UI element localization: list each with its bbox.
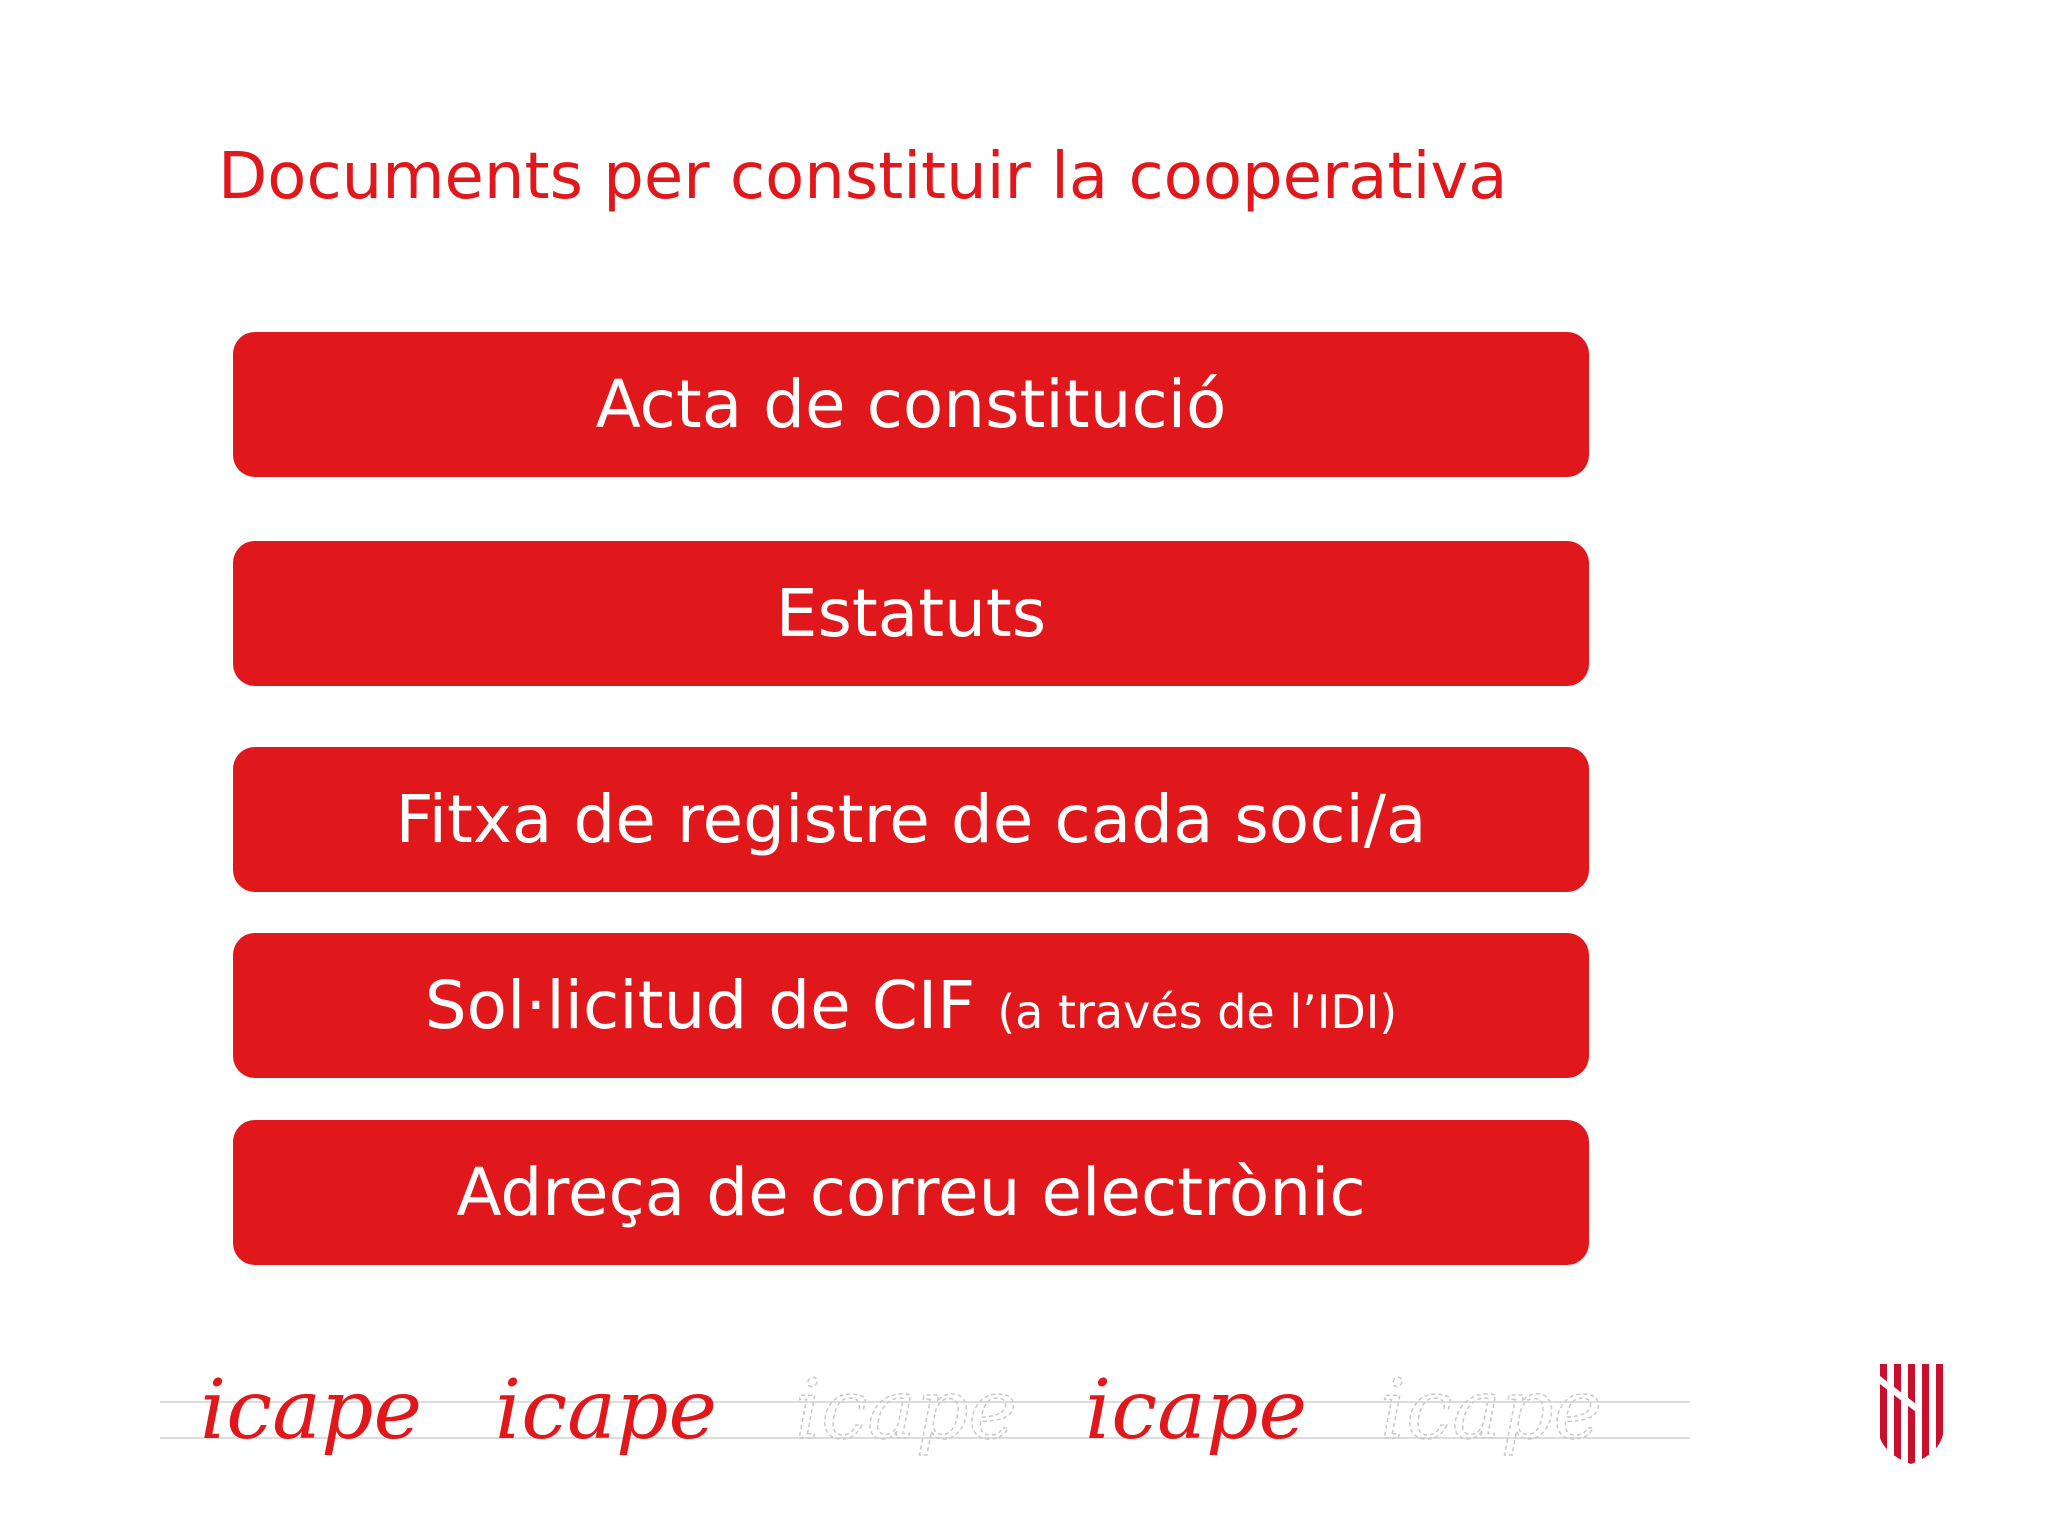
document-label: Estatuts [775,575,1047,652]
brand-word: icape [200,1363,423,1458]
document-item-correu [233,1120,1589,1265]
document-label: Adreça de correu electrònic [456,1154,1366,1231]
document-item-cif [233,933,1589,1078]
document-label: Acta de constitució [595,366,1227,443]
slide-title: Documents per constituir la cooperativa [218,140,1508,214]
document-list [233,0,1589,1300]
document-note: (a través de l’IDI) [997,984,1398,1039]
document-label: Sol·licitud de CIF [424,967,976,1044]
brand-word: icape [495,1363,718,1458]
document-item-acta [233,332,1589,477]
icape-brand-strip [160,1360,1690,1490]
document-label: Fitxa de registre de cada soci/a [395,781,1427,858]
brand-word: icape [795,1363,1018,1458]
brand-word: icape [1380,1363,1603,1458]
brand-word: icape [1085,1363,1308,1458]
document-item-estatuts [233,541,1589,686]
document-item-fitxa [233,747,1589,892]
balearic-government-emblem-icon [1876,1364,1946,1464]
